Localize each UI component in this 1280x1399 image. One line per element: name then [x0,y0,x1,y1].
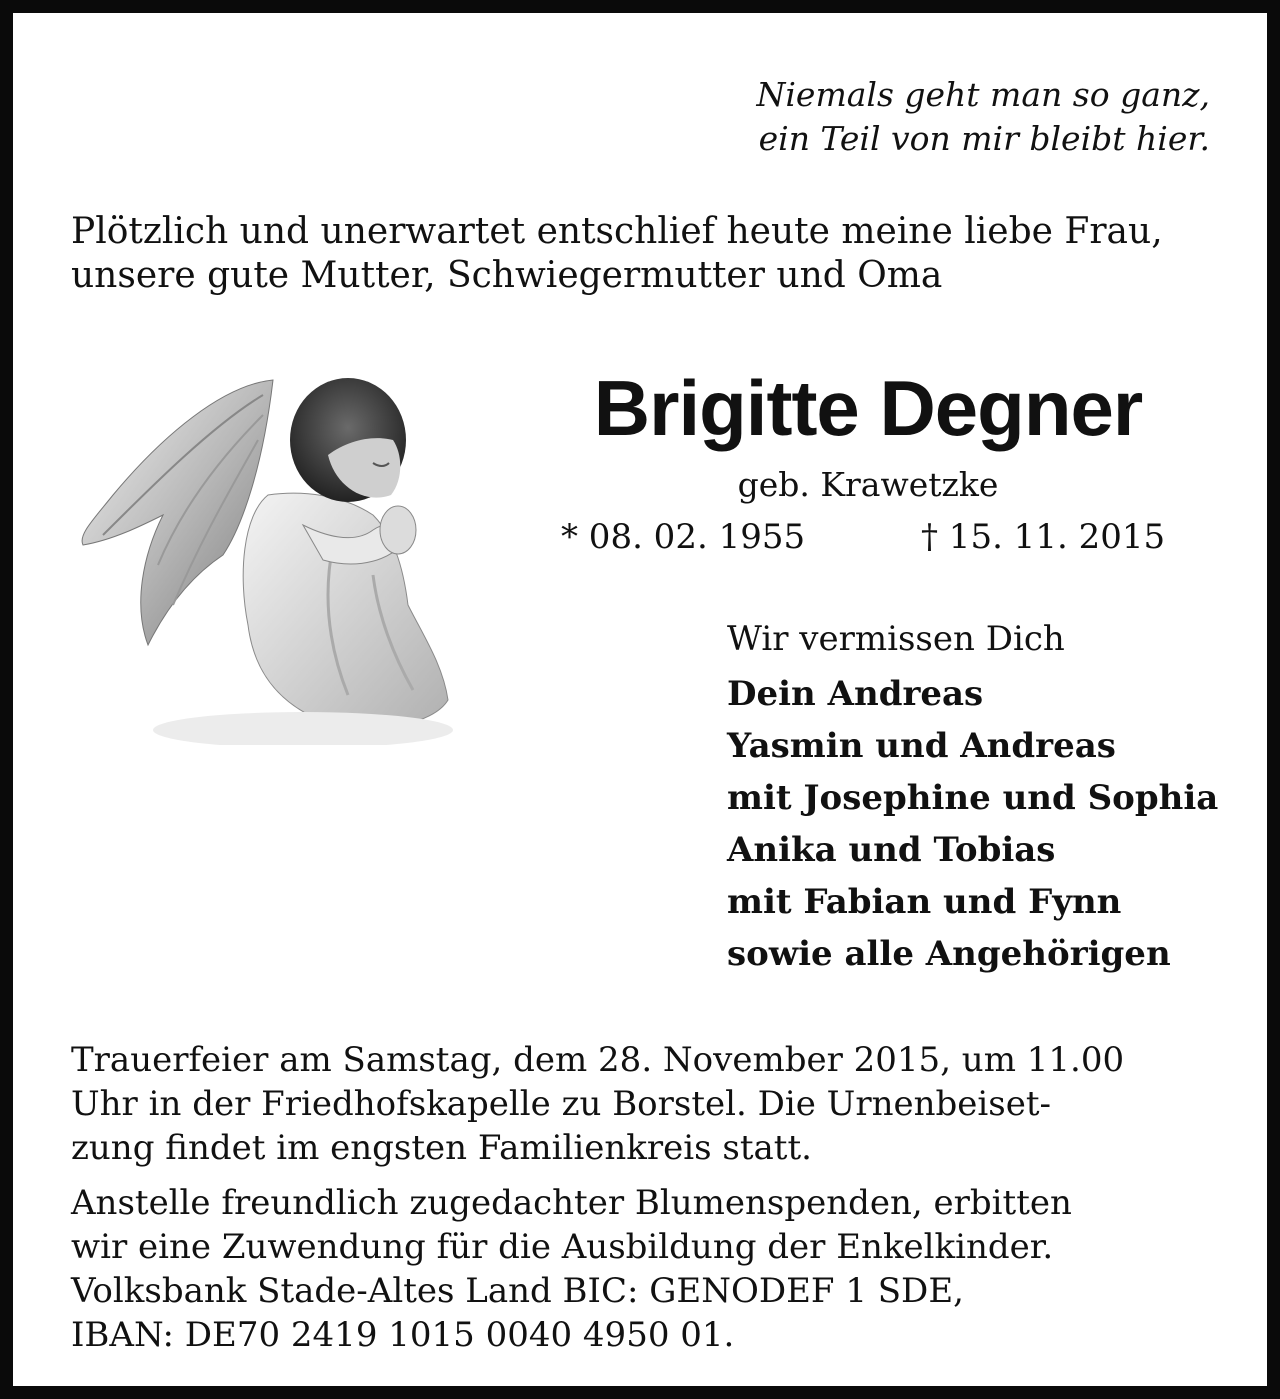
quote-line: Niemals geht man so ganz, [756,75,1210,114]
donation-text [71,1181,1237,1357]
family-signatures [727,616,1218,980]
service-line: Trauerfeier am Samstag, dem 28. November 2015, um 11.00 [71,1040,1125,1080]
donation-line: Anstelle freundlich zugedachter Blumenspenden, erbitten [71,1183,1072,1223]
intro-text [71,210,1241,298]
donation-line: IBAN: DE70 2419 1015 0040 4950 01. [71,1315,735,1355]
intro-line: unsere gute Mutter, Schwiegermutter und Oma [71,255,943,296]
family-lead: Wir vermissen Dich [727,619,1065,659]
family-member: Anika und Tobias [727,830,1056,870]
funeral-service-text [71,1038,1237,1170]
quote-line: ein Teil von mir bleibt hier. [758,119,1210,158]
deceased-name: Brigitte Degner [593,364,1143,452]
service-line: zung findet im engsten Familienkreis statt. [71,1128,812,1168]
family-member: mit Josephine und Sophia [727,778,1219,818]
praying-angel-icon [73,345,463,745]
donation-line: Volksbank Stade-Altes Land BIC: GENODEF 1 SDE, [71,1271,964,1311]
death-date: † 15. 11. 2015 [921,517,1166,557]
family-member: Yasmin und Andreas [727,726,1116,766]
birth-date: * 08. 02. 1955 [561,517,806,557]
intro-line: Plötzlich und unerwartet entschlief heute meine liebe Frau, [71,211,1163,252]
maiden-name: geb. Krawetzke [737,465,999,504]
service-line: Uhr in der Friedhofskapelle zu Borstel. Die Urnenbeiset- [71,1084,1051,1124]
family-member: mit Fabian und Fynn [727,882,1122,922]
family-member: sowie alle Angehörigen [727,934,1171,974]
family-member: Dein Andreas [727,674,984,714]
epigraph-quote [757,73,1211,161]
donation-line: wir eine Zuwendung für die Ausbildung der Enkelkinder. [71,1227,1054,1267]
